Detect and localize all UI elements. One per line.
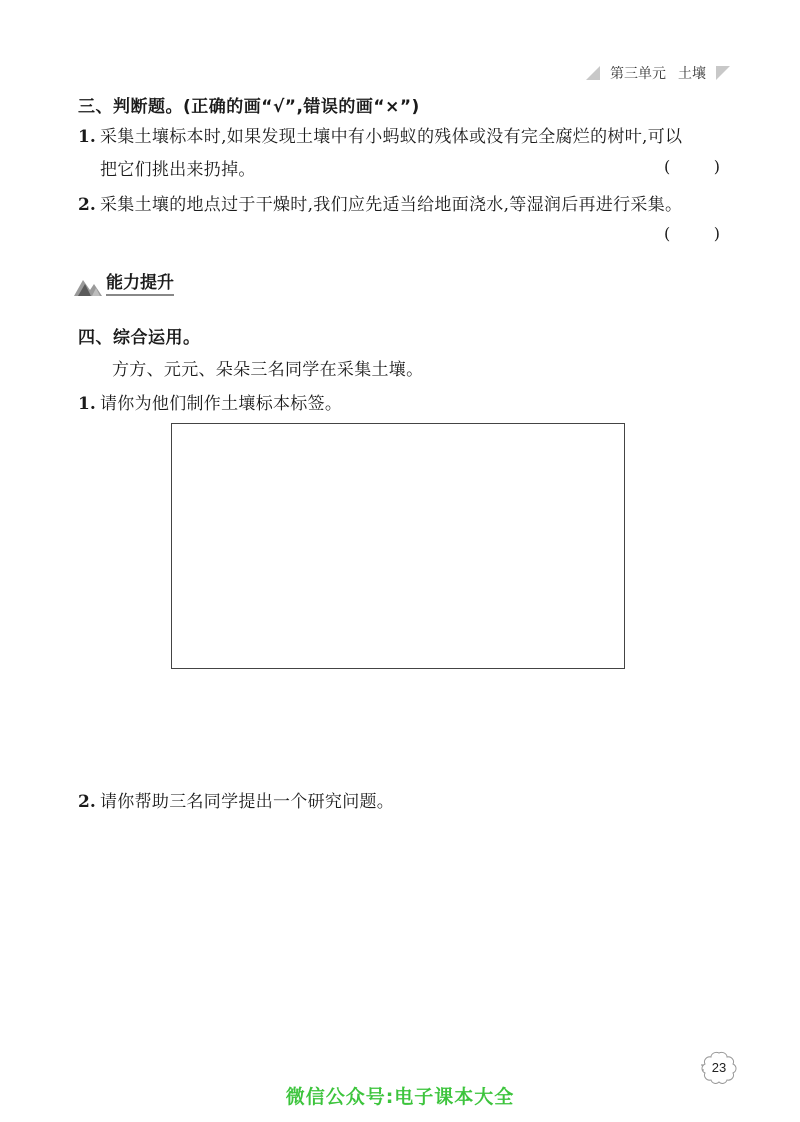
mountain-icon — [74, 274, 102, 296]
triangle-right-icon — [716, 66, 730, 80]
answer-paren-2[interactable] — [664, 224, 720, 243]
paren-close: ) — [713, 224, 720, 243]
paren-open: ( — [664, 157, 671, 176]
section-3-question-2 — [78, 190, 682, 215]
banner-label: 能力提升 — [106, 268, 174, 296]
paren-open: ( — [664, 224, 671, 243]
specimen-label-answer-box[interactable] — [171, 423, 625, 669]
section-3-question-1 — [78, 122, 682, 147]
question-number: 2. — [78, 792, 96, 812]
question-text: 请你为他们制作土壤标本标签。 — [100, 394, 343, 414]
section-4-question-1 — [78, 389, 342, 414]
page-number: 23 — [711, 1059, 727, 1075]
question-text-line-1: 采集土壤的地点过于干燥时,我们应先适当给地面浇水,等湿润后再进行采集。 — [100, 195, 683, 215]
question-number: 1. — [78, 394, 96, 414]
question-number: 2. — [78, 195, 96, 215]
section-3-title: 三、判断题。(正确的画“√”,错误的画“×”) — [78, 97, 420, 117]
answer-paren-1[interactable] — [664, 157, 720, 176]
paren-close: ) — [713, 157, 720, 176]
footer-watermark: 微信公众号:电子课本大全 — [285, 1086, 515, 1108]
header-unit: 第三单元 — [610, 66, 666, 82]
triangle-left-icon — [586, 66, 600, 80]
question-text: 请你帮助三名同学提出一个研究问题。 — [100, 792, 395, 812]
running-header — [560, 62, 730, 84]
section-4-question-2 — [78, 787, 394, 812]
ability-banner — [74, 272, 174, 296]
page-number-badge — [700, 1050, 738, 1084]
question-text-line-1: 采集土壤标本时,如果发现土壤中有小蚂蚁的残体或没有完全腐烂的树叶,可以 — [100, 127, 683, 147]
section-4-intro: 方方、元元、朵朵三名同学在采集土壤。 — [112, 360, 424, 380]
section-4-title: 四、综合运用。 — [78, 328, 201, 348]
question-number: 1. — [78, 127, 96, 147]
question-text-line-2: 把它们挑出来扔掉。 — [100, 160, 256, 180]
header-topic: 土壤 — [678, 66, 706, 82]
